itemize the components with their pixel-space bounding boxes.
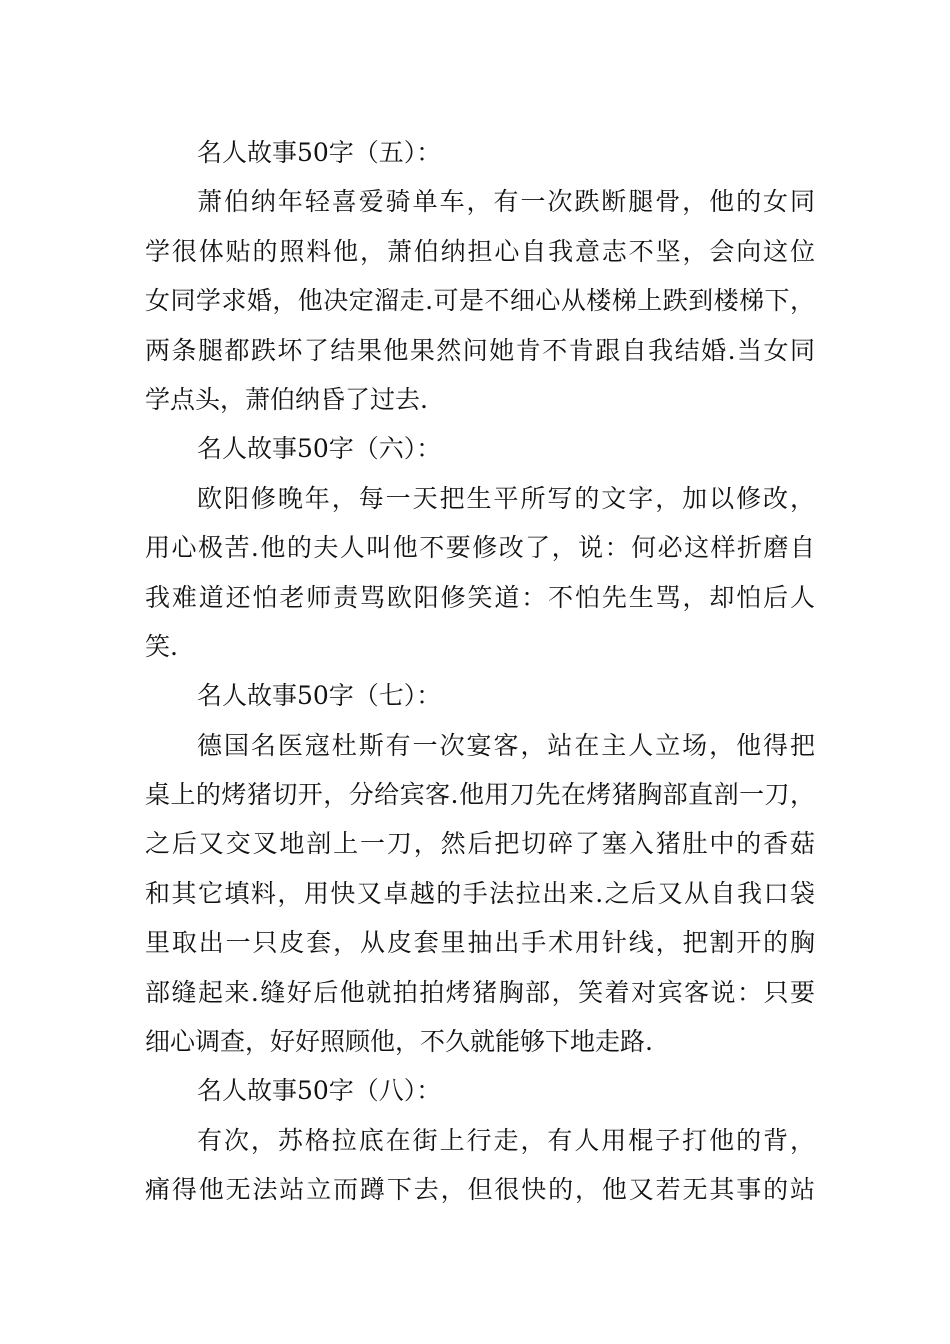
section-heading: 名人故事50字（八）： [197, 1076, 442, 1106]
paragraph-line: 用心极苦.他的夫人叫他不要修改了，说：何必这样折磨自 [145, 533, 815, 563]
paragraph-line: 有次，苏格拉底在街上行走，有人用棍子打他的背， [197, 1125, 815, 1155]
paragraph-line: 学很体贴的照料他，萧伯纳担心自我意志不坚，会向这位 [145, 236, 815, 266]
section-heading: 名人故事50字（五）： [197, 138, 442, 167]
document-body [145, 128, 815, 1215]
paragraph-line: 桌上的烤猪切开，分给宾客.他用刀先在烤猪胸部直剖一刀， [145, 780, 815, 810]
paragraph-line: 萧伯纳年轻喜爱骑单车，有一次跌断腿骨，他的女同 [197, 187, 815, 217]
paragraph-line: 痛得他无法站立而蹲下去，但很快的，他又若无其事的站 [145, 1175, 815, 1205]
section-heading: 名人故事50字（六）： [197, 434, 442, 464]
paragraph-line: 笑. [145, 631, 178, 661]
paragraph-line: 女同学求婚，他决定溜走.可是不细心从楼梯上跌到楼梯下， [145, 286, 815, 316]
section-heading: 名人故事50字（七）： [197, 681, 442, 711]
paragraph-line: 我难道还怕老师责骂欧阳修笑道：不怕先生骂，却怕后人 [145, 582, 815, 612]
paragraph-line: 里取出一只皮套，从皮套里抽出手术用针线，把割开的胸 [145, 928, 815, 958]
paragraph-line: 欧阳修晚年，每一天把生平所写的文字，加以修改， [197, 483, 815, 513]
paragraph-line: 细心调查，好好照顾他，不久就能够下地走路. [145, 1027, 653, 1057]
paragraph-line: 和其它填料，用快又卓越的手法拉出来.之后又从自我口袋 [145, 878, 815, 908]
paragraph-line: 之后又交叉地剖上一刀，然后把切碎了塞入猪肚中的香菇 [145, 829, 815, 859]
paragraph-line: 部缝起来.缝好后他就拍拍烤猪胸部，笑着对宾客说：只要 [145, 977, 815, 1007]
paragraph-line: 两条腿都跌坏了结果他果然问她肯不肯跟自我结婚.当女同 [145, 335, 815, 365]
paragraph-line: 学点头，萧伯纳昏了过去. [145, 384, 428, 414]
paragraph-line: 德国名医寇杜斯有一次宴客，站在主人立场，他得把 [197, 730, 815, 760]
